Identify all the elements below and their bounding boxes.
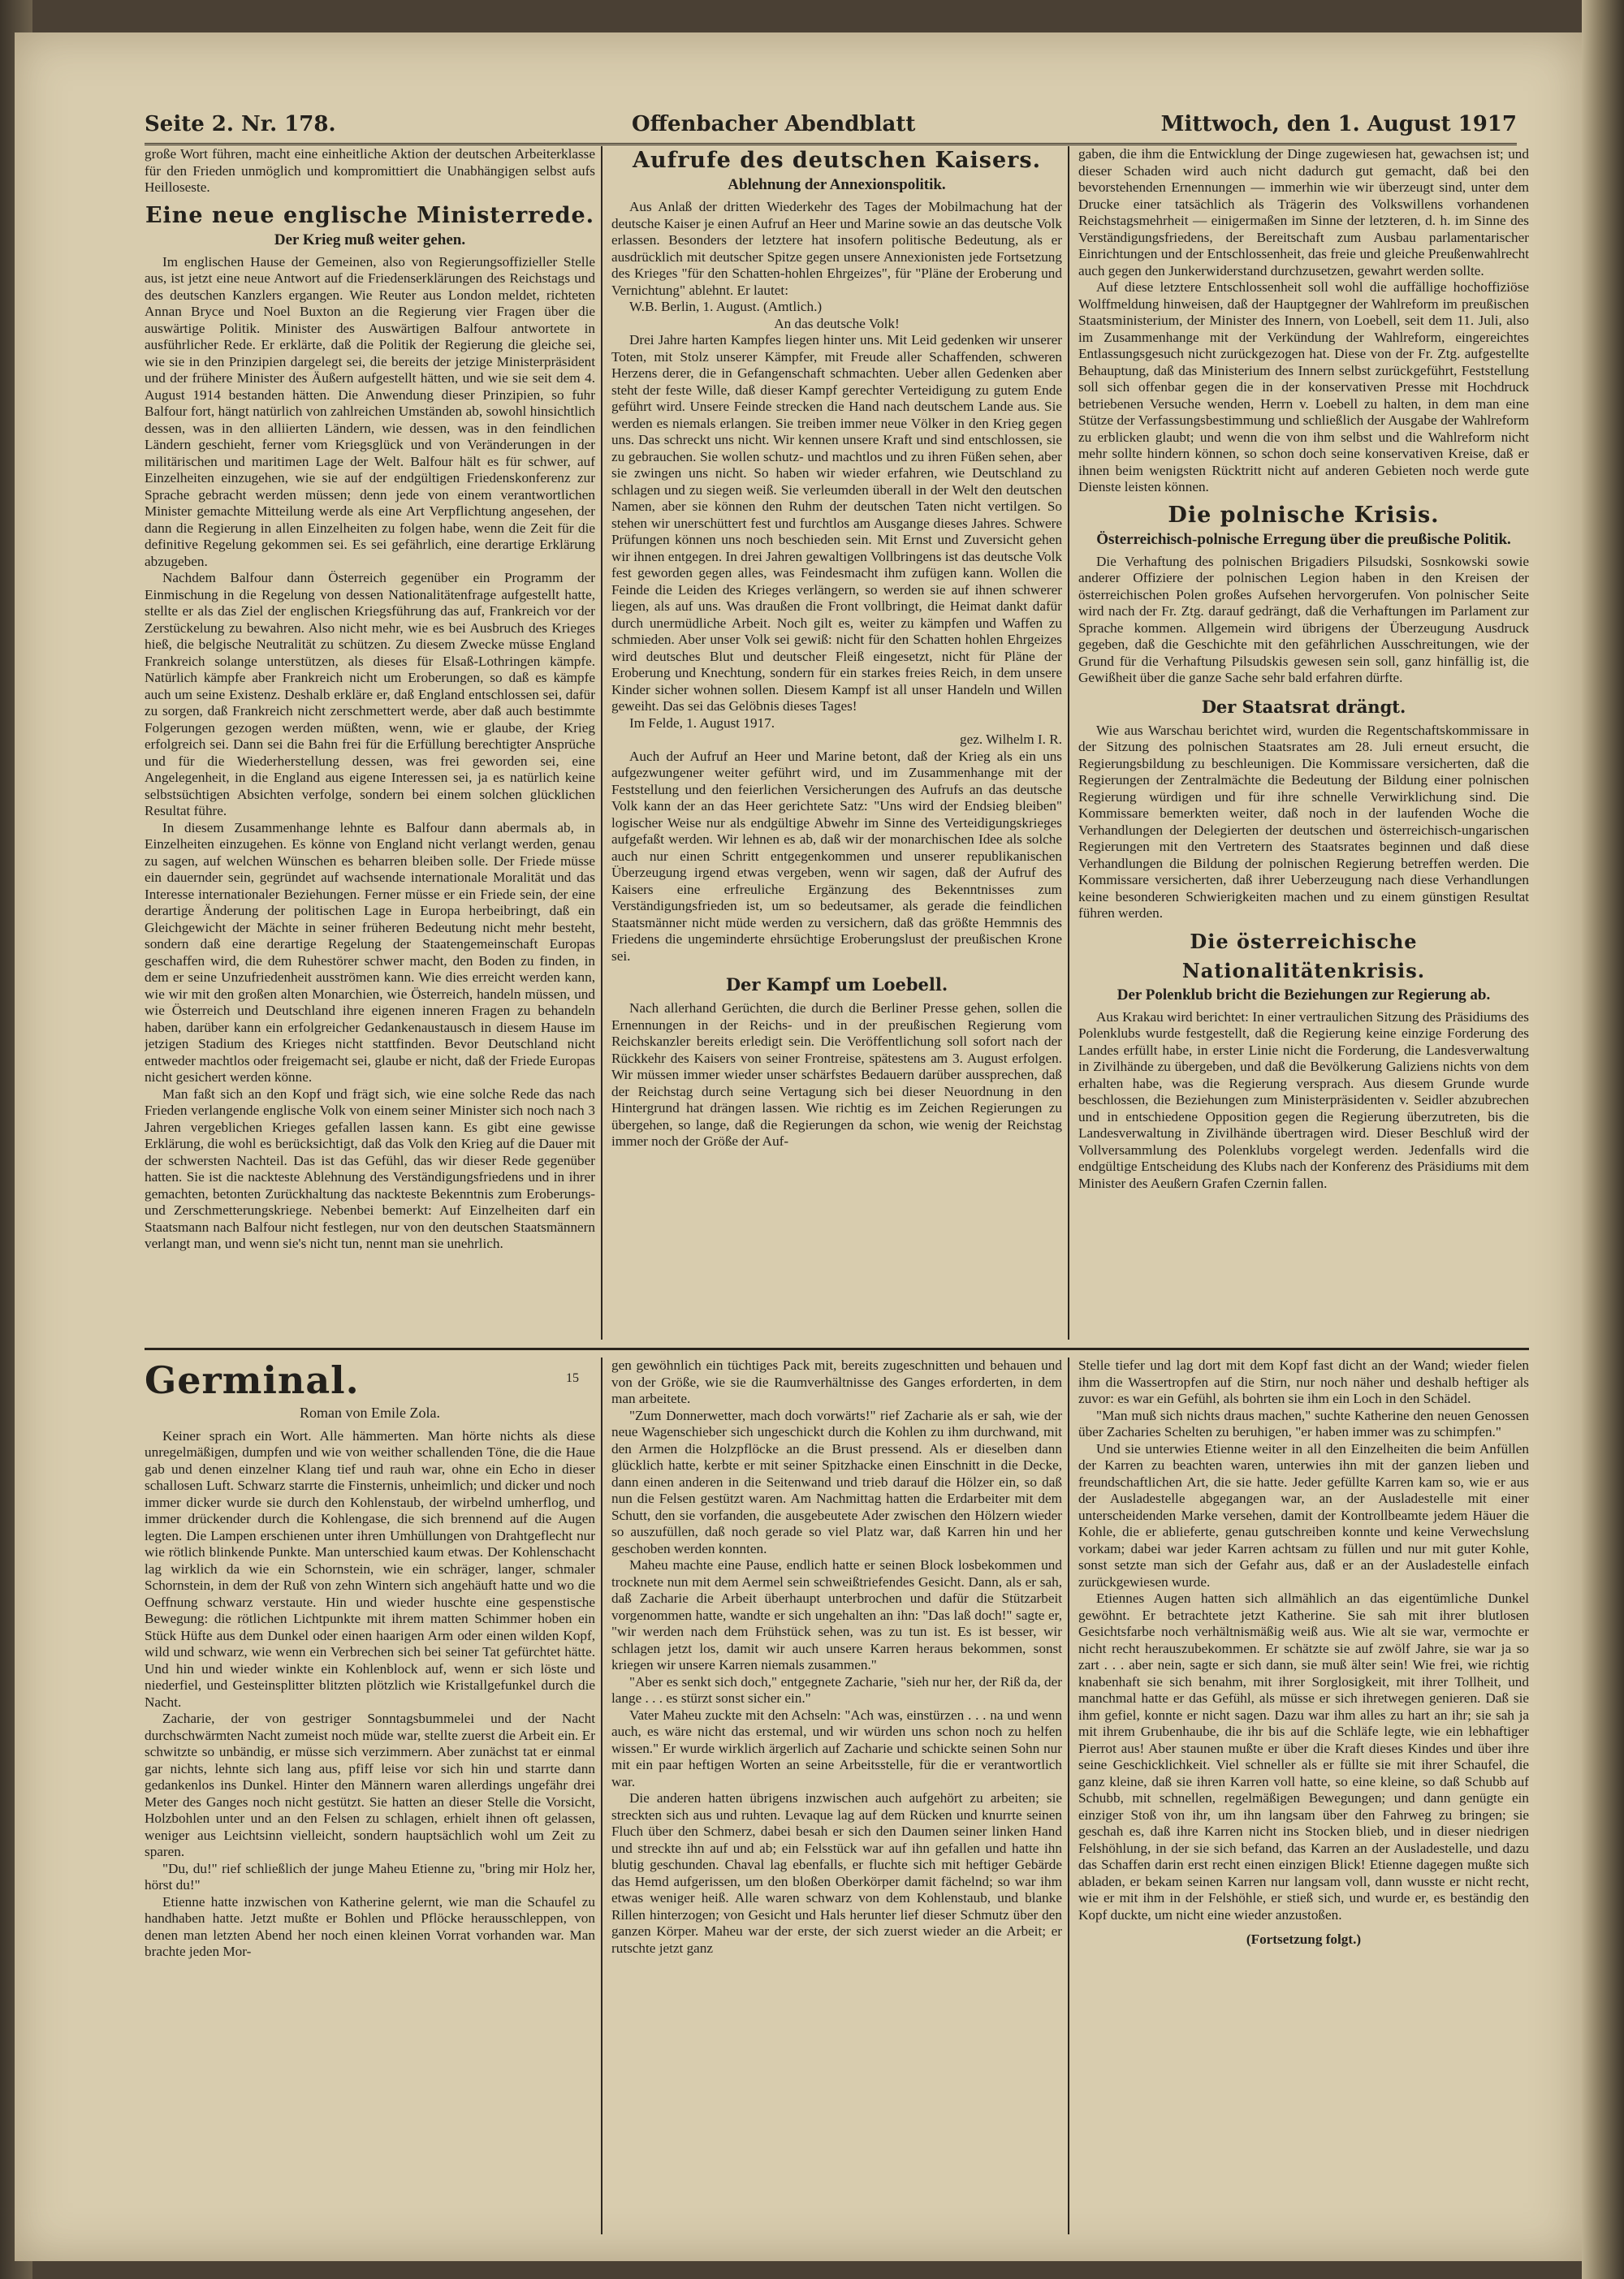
masthead bbox=[145, 106, 1517, 145]
story-paragraph: Zacharie, der von gestriger Sonntagsbummelei und der Nacht durchschwärmten Nacht zumeist noch müde war, stellte zuerst die Arbeit ein. Er schwitzte so unbändig, er müsse sich verzimmern. Aber zunächst tat er einmal gar nichts, lehnte sich lang aus, pfiff leise vor sich hin und starrte dann gedankenlos ins Dunkel. Hinter den Männern waren allerdings ungefähr drei Meter des Ganges noch nicht gestützt. Sie hatten an dieser Stelle die Vorsicht, Holzbohlen unter und an den Felsen zu schlagen, erhielt ihnen oft gelassen, weniger aus Leichtsinn vielleicht, sondern hauptsächlich wohl um Zeit zu sparen. bbox=[145, 1711, 595, 1859]
story-paragraph: "Aber es senkt sich doch," entgegnete Zacharie, "sieh nur her, der Riß da, der lange . . . es stürzt sonst sicher ein." bbox=[611, 1673, 1062, 1706]
story-paragraph: "Du, du!" rief schließlich der junge Maheu Etienne zu, "bring mir Holz her, hörst du!" bbox=[145, 1860, 595, 1893]
column-2 bbox=[611, 146, 1062, 1340]
continuation-note: (Fortsetzung folgt.) bbox=[1246, 1932, 1362, 1947]
story-paragraph: "Man muß sich nichts draus machen," suchte Katherine den neuen Genossen über Zacharies Schelten zu beruhigen, "er haben immer was zu schimpfen." bbox=[1078, 1407, 1529, 1439]
intro-text: große Wort führen, macht eine einheitliche Aktion der deutschen Arbeiterklasse für den Frieden unmöglich und kompromittiert die Unabhängigen selbst aufs Heilloseste. bbox=[145, 146, 595, 195]
place-date: Im Felde, 1. August 1917. bbox=[629, 714, 775, 731]
story-paragraph: "Zum Donnerwetter, mach doch vorwärts!" rief Zacharie als er sah, wie der neue Wagenschieber sich ungeschickt durch die Kohlen zu ihm durchwand, mit den Armen die Holzpflöcke an die Brust pressend. Als er dieselben dann glücklich hatte, kerbte er mit seiner Spitzhacke einen Einschnitt in die Decke, dann einen anderen in die Seitenwand und trieb darauf die Hölzer ein, so daß nun die Felsen gestützt waren. Am Nachmittag hatten die Erdarbeiter mit dem Schutt, den sie vorfanden, die ausgebeutete Ader zwischen den Hölzern wieder so auszufüllen, daß noch gerade so viel Platz war, daß Karren hin und her geschoben werden konnten. bbox=[611, 1407, 1062, 1556]
story-paragraph: Keiner sprach ein Wort. Alle hämmerten. Man hörte nichts als diese unregelmäßigen, dumpfen und wie von weither schallenden Töne, die die Haue gab und denen einzelner Klang tief und rauh war, ohne ein Echo in dieser schallosen Luft. Schwarz starrte die Finsternis, unheimlich; und dicker und noch immer dicker wurde sie durch den Kohlenstaub, der wirbelnd umherflog, und immer drückender durch die Kohlengase, die sich brennend auf die Augen legten. Die Lampen erschienen unter ihren Umhüllungen von Drahtgeflecht nur wie rötlich blinkende Punkte. Man unterschied kaum etwas. Der Kohlenschacht lag wirklich da wie ein Schornstein, wie ein schräger, langer, schmaler Schornstein, in dem der Ruß von zehn Wintern sich angehäuft hatte und wo die Oeffnung schwarz verstaute. Hin und wieder huschte eine gespenstische Bewegung: die rötlichen Lichtpunkte mit ihrem matten Schimmer hoben ein Stück Hüfte aus dem Dunkel oder einen haarigen Arm oder einen wilden Kopf, wild und schwarz, wie wenn ein Verbrechen sich bei seiner Tat gefürchtet hätte. Und hin und wieder winkte ein Kohlenblock auf, wenn er sich löste und niederfiel, und Gesteinsplitter blitzten plötzlich wie Kristallgefunkel durch die Nacht. bbox=[145, 1427, 595, 1710]
feuilleton-rule bbox=[145, 1348, 1529, 1350]
column-rule bbox=[1068, 1357, 1069, 2234]
next-page-edge bbox=[1582, 0, 1624, 2279]
newspaper-page bbox=[15, 32, 1582, 2261]
subhead-polenklub: Der Polenklub bricht die Beziehungen zur Regierung ab. bbox=[1116, 986, 1491, 1004]
germinal-column-3 bbox=[1078, 1357, 1529, 2234]
headline-nationalitaeten: Die österreichische Nationalitätenkrisis. bbox=[1181, 929, 1426, 982]
story-paragraph: gen gewöhnlich ein tüchtiges Pack mit, bereits zugeschnitten und behauen und von der Größe, wie sie die Raumverhältnisse des Ganges erforderten, in dem man arbeitete. bbox=[611, 1357, 1062, 1406]
dateline: W.B. Berlin, 1. August. (Amtlich.) bbox=[629, 299, 823, 314]
column-rule bbox=[601, 146, 603, 1340]
article-paragraph: In diesem Zusammenhange lehnte es Balfour dann abermals ab, in Einzelheiten einzugehen. Es könne von England nicht verlangt werden, genau zu sagen, auf welchen Wünschen es beharren bleiben solle. Der Friede müsse ein dauernder sein, gegründet auf wachsende internationale Moralität und das Interesse internationaler Beziehungen. Ferner müsse er ein Friede sein, der eine derartige Änderung der politischen Lage in Europa herbeibringt, daß ein Gleichgewicht der Mächte in seiner früheren Bedeutung nicht mehr besteht, sondern daß eine derartige Regelung der Staatengemeinschaft Europas geschaffen wird, die dem Ruhestörer schwer macht, den Boden zu finden, in dem er seine Unzufriedenheit ausströmen kann. Wie dies erreicht werden kann, wie wir mit den großen alten Monarchien, wie Österreich, handeln müssen, und wie Österreich und Deutschland ihre eigenen inneren Fragen zu behandeln haben, darüber kann ein erfolgreicher Gedankenaustausch in diesem Hause im jetzigen Stadium des Krieges nicht stattfinden. Bevor Deutschland nicht entweder machtlos oder freigemacht sei, glaube er nicht, daß der Friede Europas nicht gesichert werden könne. bbox=[145, 819, 595, 1085]
article-paragraph: Wie aus Warschau berichtet wird, wurden die Regentschaftskommissare in der Sitzung des polnischen Staatsrates am 28. Juli erneut ersucht, die Regierungsbildung zu beschleunigen. Die Kommissare versicherten, daß die Regierungen der Zentralmächte die Bedeutung der Bildung einer polnischen Regierung würdigen und für ihre schnelle Verwirklichung sind. Die Kommissare bemerkten weiter, daß noch in der laufenden Woche die Verhandlungen der Delegierten der deutschen und österreichisch-ungarischen Regierungen mit den Vertretern des Staatsrates beginnen und daß diese Verhandlungen die Bildung der polnischen Regierung betreffen werden. Die Kommissare versicherten, daß ihrer Ueberzeugung nach diese Verhandlungen keine besonderen Schwierigkeiten machen und zu einem günstigen Resultat führen werden. bbox=[1078, 722, 1529, 921]
story-paragraph: Stelle tiefer und lag dort mit dem Kopf fast dicht an der Wand; wieder fielen ihm die Wassertropfen auf die Stirn, nur noch näher und deshalb heftiger als zuvor: es war ein Gefühl, als bohrten sie ihm ein Loch in den Schädel. bbox=[1078, 1357, 1529, 1406]
headline-kaiser: Aufrufe des deutschen Kaisers. bbox=[633, 148, 1041, 173]
author-line: Roman von Emile Zola. bbox=[300, 1405, 440, 1421]
headline-loebell: Der Kampf um Loebell. bbox=[725, 974, 948, 995]
installment-number: 15 bbox=[566, 1371, 579, 1385]
germinal-column-2 bbox=[611, 1357, 1062, 2234]
story-paragraph: Die anderen hatten übrigens inzwischen auch aufgehört zu arbeiten; sie streckten sich aus und ruhten. Levaque lag auf dem Rücken und knurrte seinen Fluch über den Schmerz, dabei besah er sich den Daumen seiner linken Hand und streckte ihn auf und ab; ein Felsstück war auf ihn gefallen und hatte ihn blutig geschunden. Chaval lag ebenfalls, er fluchte sich mit heftiger Gebärde das Hemd aufgerissen, um den bloßen Oberkörper damit fächelnd; so war ihm etwas weniger heiß. Alle waren schwarz von dem Kohlenstaub, und blanke Rillen hinterzogen; von Gesicht und Hals herunter lief dieser Schmutz über den ganzen Körper. Maheu war der erste, der sich zuerst wieder an die Arbeit; er rutschte jetzt ganz bbox=[611, 1790, 1062, 1956]
headline-polnische-krisis: Die polnische Krisis. bbox=[1168, 502, 1440, 528]
subhead-annexion: Ablehnung der Annexionspolitik. bbox=[728, 176, 946, 193]
signature: gez. Wilhelm I. R. bbox=[960, 732, 1062, 747]
headline-ministerrede: Eine neue englische Ministerrede. bbox=[145, 202, 595, 228]
headline-staatsrat: Der Staatsrat drängt. bbox=[1201, 696, 1406, 717]
article-paragraph: Auf diese letztere Entschlossenheit soll wohl die auffällige hochoffiziöse Wolffmeldung hinweisen, daß der Hauptgegner der Wahlreform im preußischen Staatsministerium, der Minister des Innern, von Loebell, seit dem 11. Juli, also im Zusammenhange mit der Verkündung der Wahlreform, eingereichtes Entlassungsgesuch nicht zurückgezogen hat. Diese von der Fr. Ztg. aufgestellte Behauptung, daß das Ministerium des Innern selbst zurückgeführt, Feststellung soll sich offenbar gegen die in der konservativen Presse mit Hochdruck betriebenen Versuche wenden, Herrn v. Loebell zu halten, in dem man eine Stütze der Verfassungsbestimmung und schließlich der Ausgabe der Wahlreform zu erblicken glaubt; und wenn die von ihm selbst und die Wahlreform nicht mehr sollte hindern können, so schon doch seine konservativen Kreise, daß er ihnen beim wenigsten Rücktritt nicht auf anderen Gebieten noch werde gute Dienste leisten können. bbox=[1078, 279, 1529, 494]
story-paragraph: Und sie unterwies Etienne weiter in all den Einzelheiten die beim Anfüllen der Karren zu beachten waren, unterwies ihn mit der ganzen lieben und freundschaftlichen Art, die sie hatte. Jeder gefüllte Karren kam so, wie er aus der Ausladestelle abgegangen war, an der Ausladestelle mit einer unterscheidenden Marke versehen, damit der Kontrollbeamte jedem Häuer die Kohle, die er ablieferte, genau gutschreiben konnte und keine Verwechslung vorkam; dabei war jeder Karren achtsam zu füllen und nur mit guter Kohle, sonst setzte man sich der Gefahr aus, daß er an der Ausladestelle einfach zurückgewiesen wurde. bbox=[1078, 1440, 1529, 1590]
article-paragraph: Aus Krakau wird berichtet: In einer vertraulichen Sitzung des Präsidiums des Polenklubs wurde festgestellt, daß die Regierung keine einzige Forderung des Landes erfüllt habe, in erster Linie nicht die Forderung, die Landesverwaltung in Zivilhände zu übergeben, und daß die Bevölkerung Galiziens nichts von dem erhalten habe, was die Regierung versprach. Aus diesem Grunde wurde beschlossen, die Beziehungen zum Ministerpräsidenten v. Seidler abzubrechen und in entschiedene Opposition gegen die Regierung überzutreten, bis die Landesverwaltung in Zivilhände übertragen wird. Dieser Beschluß wird der Vollversammlung des Polenklubs vorgelegt werden. Jedenfalls wird die endgültige Entscheidung des Klubs nach der Konferenz des Präsidiums mit dem Minister des Aeußern Grafen Czernin fallen. bbox=[1078, 1008, 1529, 1191]
article-paragraph: Nachdem Balfour dann Österreich gegenüber ein Programm der Einmischung in die Regelung von dessen Nationalitätenfrage aufgestellt hatte, stellte er als das Ziel der englischen Kriegsführung das auf, Frankreich vor der Zerstückelung zu bewahren. Also nicht mehr, wie es bei Ausbruch des Krieges hieß, die belgische Neutralität zu schützen. Zu diesem Zwecke müsse England Frankreich solange unterstützen, als dieses für Elsaß-Lothringen kämpfe. Natürlich kämpfe aber Frankreich nicht um Eroberungen, so daß es kämpfe auch um seine Existenz. Deshalb erkläre er, daß England entschlossen sei, dafür zu sorgen, daß Frankreich nicht zerschmettert werde, aber daß auch bestimmte Folgerungen gezogen werden müßten, wenn, wie er glaube, der Krieg erfolgreich sei. Dann sei die Bahn frei für die Erfüllung berechtigter Ansprüche und für die Wiederherstellung dessen, was frei geworden sei, eine Angelegenheit, in die England aus eigene Interessen sei, ja es natürlich keine selbstsüchtigen Absichten verfolge, sondern bei einem solchen glücklichen Resultat führe. bbox=[145, 570, 595, 818]
story-paragraph: Vater Maheu zuckte mit den Achseln: "Ach was, einstürzen . . . na und wenn auch, es wäre nicht das erstemal, und wir würden uns schon noch zu helfen wissen." Er wurde wirklich ärgerlich auf Zacharie und schickte seinen Sohn nur mit ein paar heftigen Worten an seine Arbeitsstelle, für die er verantwortlich war. bbox=[611, 1707, 1062, 1789]
column-rule bbox=[601, 1357, 603, 2234]
article-paragraph: gaben, die ihm die Entwicklung der Dinge zugewiesen hat, gewachsen ist; und dieser Schaden wird auch nicht dadurch gut gemacht, daß bei den bevorstehenden Ernennungen — immerhin wie wir überzeugt sind, unter dem Drucke einer tatsächlich als Trägerin des Volkswillens vorhandenen Reichstagsmehrheit — einigermaßen im Sinne der letzteren, d. h. im Sinne des Verständigungsfriedens, der Bereitschaft zum Ausbau parlamentarischer Einrichtungen und der Entschlossenheit, das freie und gleiche Preußenwahlrecht auch gegen den Junkerwiderstand durchzusetzen, gewahrt werden sollte. bbox=[1078, 146, 1529, 278]
story-paragraph: Etiennes Augen hatten sich allmählich an das eigentümliche Dunkel gewöhnt. Er betrachtete jetzt Katherine. Sie sah mit ihrer blutlosen Gesichtsfarbe noch verhältnismäßig weiß aus. Wie alt sie war, vermochte er nicht recht herauszubekommen. Er schätzte sie auf zwölf Jahre, sie war ja so zart . . . aber nein, sagte er sich dann, sie muß älter sein! Wie frei, wie richtig knabenhaft sie sich benahm, mit ihrer Sorglosigkeit, mit ihrer Tollheit, und manchmal hatte er das Gefühl, als müsse er sich ihretwegen genieren. Daß sie ihm gefiel, konnte er nicht sagen. Dazu war ihm alles zu hart an ihr; sie sah ja mit ihrem Grubenhaube, die ihr bis auf die Schläfe legte, wie ein lebhaftiger Pierrot aus! Aber staunen mußte er über die Kraft dieses Kindes und über ihre seine Geschicklichkeit. Viel schneller als er füllte sie mit ihrer Schaufel, die ganz kleine, daß sie ihren Karren voll hatte, so eine kleine, so daß Schubb auf Schubb, mit schnellen, regelmäßigen Bewegungen; und dann genügte ein einziger Stoß von ihr, um ihn langsam über den Fahrweg zu bringen; sie geschah es, daß ihre Karren nicht ins Stocken blieb, und in dieser niedrigen Felshöhlung, in der sie sich befand, das Karren an der Ausladestelle, und dazu das Schaffen darin erst recht einen einzigen Blick! Etienne dagegen mußte sich abladen, er bekam seinen Karren nur langsam voll, dann wusste er nicht recht, wie er mit ihm in der Felshöhle, er stieß sich, und wurde er, es beständig den Kopf duckte, um nicht eine wieder anzustoßen. bbox=[1078, 1591, 1529, 1923]
germinal-column-1 bbox=[145, 1357, 595, 2234]
column-1 bbox=[145, 146, 595, 1340]
newspaper-title: Offenbacher Abendblatt bbox=[632, 112, 916, 136]
germinal-header bbox=[145, 1359, 595, 1401]
column-3 bbox=[1078, 146, 1529, 1340]
feuilleton-title: Germinal. bbox=[145, 1358, 360, 1402]
story-paragraph: Etienne hatte inzwischen von Katherine gelernt, wie man die Schaufel zu handhaben hatte. Jetzt mußte er Bohlen und Pflöcke herausschleppen, von denen man letzten Abend her noch einen kleinen Vorrat vorhanden war. Man brachte jeden Mor- bbox=[145, 1893, 595, 1959]
column-rule bbox=[1068, 146, 1069, 1340]
proclamation-address: An das deutsche Volk! bbox=[774, 315, 900, 331]
issue-date: Mittwoch, den 1. August 1917 bbox=[1160, 112, 1517, 136]
story-paragraph: Maheu machte eine Pause, endlich hatte er seinen Block losbekommen und trocknete nun mit dem Aermel sein schweißtriefendes Gesicht. Dann, als er sah, daß Zacharie die Arbeit überhaupt unterbrochen und dafür die Stützarbeit vorgenommen hatte, wandte er sich ungehalten an ihn: "Das laß doch!" sagte er, "wir werden nach dem Frühstück sehen, was zu tun ist. Es ist besser, wir schlagen jetzt los, damit wir auch unsere Karren heraus bekommen, sonst kriegen wir unsere Karren niemals zusammen." bbox=[611, 1557, 1062, 1673]
page-number: Seite 2. Nr. 178. bbox=[145, 112, 336, 136]
article-paragraph: Im englischen Hause der Gemeinen, also von Regierungsoffizieller Stelle aus, ist jetzt eine neue Antwort auf die Friedenserklärungen des Reichstags und des deutschen Kanzlers ergangen. Wie Reuter aus London meldet, richteten Annan Bryce und Noel Buxton an die Regierung vier Fragen über die auswärtige Politik. Minister des Auswärtigen Balfour antwortete in ausführlicher Rede. Er erklärte, daß die Politik der Regierung die gleiche sei, wie sie in den Prinzipien dargelegt sei, die bereits der jetzige Ministerpräsident und der frühere Minister des Äußern aufgestellt hätten, und wie sie seit dem 4. August 1914 bestanden hätten. Die Anwendung dieser Prinzipien, so fuhr Balfour fort, hängt natürlich von zahlreichen Umständen ab, sowohl hinsichtlich dessen, was in den alliierten Ländern, wie dessen, was in den feindlichen Ländern geschieht, ferner vom Kriegsglück und von Veränderungen in der militärischen und maritimen Lage der Welt. Balfour hält es für schwer, auf Einzelheiten einzugehen, wie sie auf der endgültigen Friedenskonferenz zur Sprache gebracht werden müssen; denn jede von einem verantwortlichen Minister gemachte Mitteilung werde als eine Art Verpflichtung angesehen, der dann die Regierung in allen Einzelheiten zu folgen habe, wenn die Zeit für die definitive Regelung gekommen sei. Es sei gefährlich, eine derartige Erklärung abzugeben. bbox=[145, 253, 595, 569]
article-paragraph: Nach allerhand Gerüchten, die durch die Berliner Presse gehen, sollen die Ernennungen in der Reichs- und in der preußischen Regierung vom Reichskanzler bereits erledigt sein. Die Veröffentlichung soll sofort nach der Rückkehr des Kaisers von seiner Frontreise, spätestens am 3. August erfolgen. Wir müssen immer wieder unser schärfstes Bedauern darüber aussprechen, daß der Reichstag durch seine Vertagung sich bei dieser Neuordnung in den Hintergrund hat drängen lassen. Wie richtig es im Zeichen Regierungen zu übergehen, so lange, daß die Regierungen da schon, wie wenig der Reichstag immer noch der Größe der Auf- bbox=[611, 1000, 1062, 1149]
article-paragraph: Drei Jahre harten Kampfes liegen hinter uns. Mit Leid gedenken wir unserer Toten, mit Stolz unserer Kämpfer, mit Freude aller Schaffenden, schweren Herzens derer, die in Gefangenschaft schmachten. Ueber allen Gedenken aber steht der feste Wille, daß dieser Kampf gerechter Verteidigung zu gutem Ende geführt wird. Unsere Feinde strecken die Hand nach deutschem Lande aus. Sie werden es niemals erlangen. Sie treiben immer neue Völker in den Krieg gegen uns. Das schreckt uns nicht. Wir kennen unsere Kraft und sind entschlossen, sie zu gebrauchen. Sie wollen schutz- und machtlos und zu ihren Füßen sehen, aber sie zwingen uns nicht. So haben wir wieder erfahren, wie Deutschland zu schlagen und zu siegen weiß. Sie verleumden überall in der Welt den deutschen Namen, aber sie können den Ruhm der deutschen Taten nicht vertilgen. So stehen wir unerschüttert fest und furchtlos am Ausgange dieses Jahres. Schwere Prüfungen können uns noch beschieden sein. Mit Ernst und Zuversicht gehen wir ihnen entgegen. In drei Jahren gewaltigen Vollbringens ist das deutsche Volk fest geworden gegen alles, was Feindesmacht ihm zufügen kann. Wollen die Feinde die Leiden des Krieges verlängern, so werden sie auf ihnen schwerer liegen, als auf uns. Was draußen die Front vollbringt, die Heimat dankt dafür durch unermüdliche Arbeit. Noch gilt es, weiter zu kämpfen und Waffen zu schmieden. Aber unser Volk sei gewiß: nicht für den Schatten hohlen Ehrgeizes wird deutsches Blut und deutscher Fleiß eingesetzt, nicht für Pläne der Eroberung und Knechtung, sondern für ein starkes freies Reich, in dem unsere Kinder sicher wohnen sollen. Diesem Kampf ist all unser Handeln und Willen geweiht. Das sei das Gelöbnis dieses Tages! bbox=[611, 332, 1062, 714]
article-paragraph: Auch der Aufruf an Heer und Marine betont, daß der Krieg als ein uns aufgezwungener weiter geführt wird, und im Zusammenhange mit der Feststellung und den feierlichen Versicherungen des Aufrufs an das deutsche Volk kann der an das Heer gerichtete Satz: "Uns wird der Endsieg bleiben" logischer Weise nur als endgültige Abwehr im Sinne des Verteidigungskrieges aufgefaßt werden. Wir lehnen es ab, daß wir der monarchischen Idee als solche auch nur einen Schritt entgegenkommen und unserer republikanischen Überzeugung irgend etwas vergeben, wenn wir sagen, daß der Aufruf des Kaisers eine erfreuliche Ergänzung des Bekenntnisses zum Verständigungsfrieden ist, um so bedeutsamer, als gerade die feindlichen Staatsmänner nicht müde werden zu versichern, daß das größte Hemmnis des Friedens die ungeminderte ehrsüchtige Eroberungslust der preußischen Krone sei. bbox=[611, 748, 1062, 964]
subhead-krieg: Der Krieg muß weiter gehen. bbox=[274, 231, 466, 248]
article-paragraph: Die Verhaftung des polnischen Brigadiers Pilsudski, Sosnkowski sowie anderer Offiziere der polnischen Legion haben in den Kreisen der österreichischen Polen großes Aufsehen hervorgerufen. Von polnischer Seite wird nach der Fr. Ztg. darauf gedrängt, daß die Verhaftungen im Parlament zur Sprache kommen. Allgemein wird übrigens der Überzeugung Ausdruck gegeben, daß die Geschichte mit den gefährlichen Ausschreitungen, wie der Grund für die Verhaftung Pilsudskis gewesen sein soll, ganz hinfällig ist, die Gewißheit über die ganze Sache sehr bald erfahren dürfte. bbox=[1078, 553, 1529, 685]
article-paragraph: Man faßt sich an den Kopf und frägt sich, wie eine solche Rede das nach Frieden verlangende englische Volk von einem seiner Minister sich noch nach 3 Jahren vergeblichen Krieges gefallen lassen kann. Es gibt eine gewisse Erklärung, die wohl es berücksichtigt, daß das Volk den Krieg auf die Dauer mit der schwersten Nachteil. Das ist das Gefühl, das wir dieser Rede gegenüber hatten. Sie ist die nackteste Ablehnung des Verständigungsfriedens und in ihrer gemachten, betonten Zurückhaltung das nackteste Bekenntnis zum Eroberungs- und Zerschmetterungskriege. Nebenbei bemerkt: Auf Einzelheiten darf ein Staatsmann nach Balfour nicht festlegen, nur von den deutschen Staatsmännern verlangt man, und wenn sie's nicht tun, nennt man sie unehrlich. bbox=[145, 1086, 595, 1251]
article-paragraph: Aus Anlaß der dritten Wiederkehr des Tages der Mobilmachung hat der deutsche Kaiser je einen Aufruf an Heer und Marine sowie an das deutsche Volk erlassen. Besonders der letztere hat insofern politische Bedeutung, als er ausdrücklich mit deutscher Spitze gegen unsere Annexionisten jede Fortsetzung des Krieges "für den Schatten-hohlen Ehrgeizes", für "Pläne der Eroberung und Vernichtung" ablehnt. Er lautet: bbox=[611, 199, 1062, 298]
subhead-polnisch: Österreichisch-polnische Erregung über die preußische Politik. bbox=[1096, 530, 1511, 548]
